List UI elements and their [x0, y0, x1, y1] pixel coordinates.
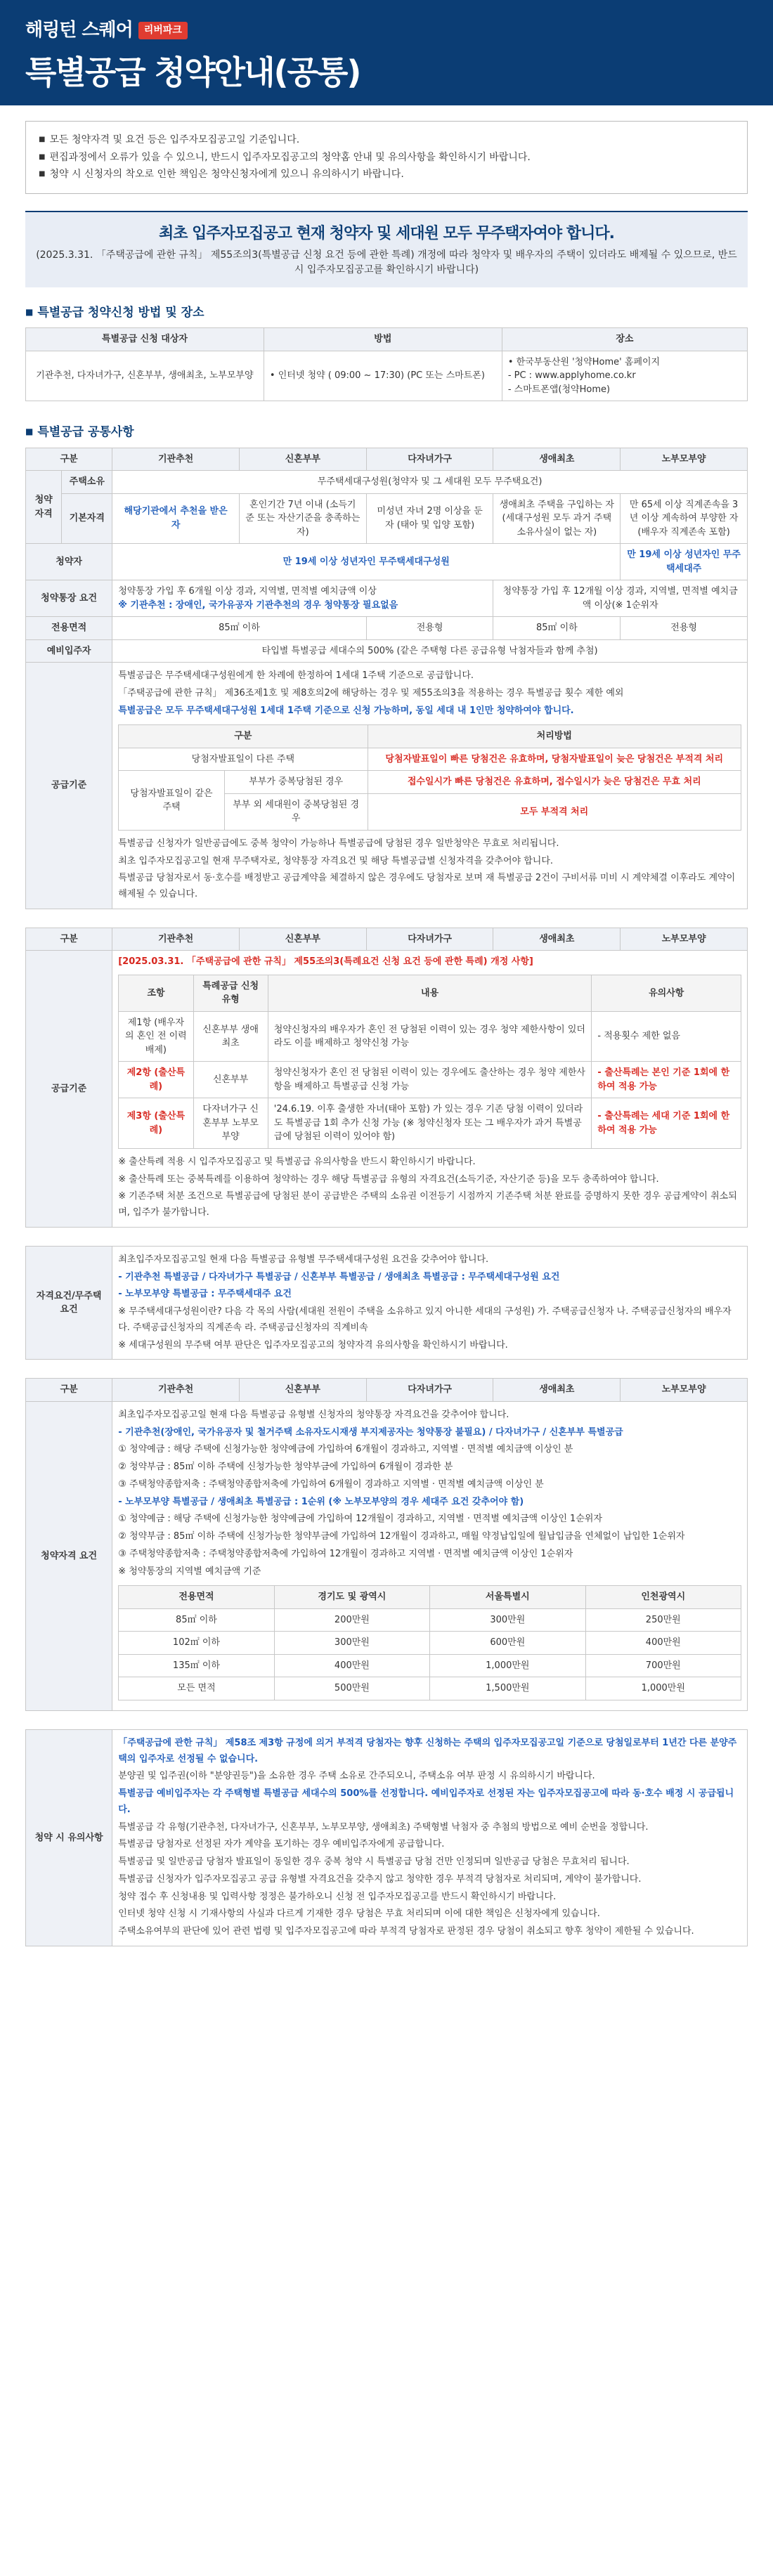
caution-item: 특별공급 및 일반공급 당첨자 발표일이 동일한 경우 중복 청약 시 특별공급 당첨 건만 인정되며 일반공급 당첨은 무효처리 됩니다. [118, 1856, 630, 1867]
qual-item: - 기관추천 특별공급 / 다자녀가구 특별공급 / 신혼부부 특별공급 / 생애최초 특별공급 : 무주택세대구성원 요건 [118, 1271, 560, 1282]
place-line: • 한국부동산원 '청약Home' 홈페이지 [507, 356, 661, 367]
col-header: 다자녀가구 [366, 1379, 493, 1402]
table-cell: 1,000만원 [585, 1677, 741, 1700]
col-header: 인천광역시 [585, 1586, 741, 1609]
special-tail: ※ 출산특례 또는 중복특례를 이용하여 청약하는 경우 해당 특별공급 유형의 자격요건(소득기준, 자산기준 등)을 모두 충족하여야 합니다. [118, 1173, 659, 1185]
qual-item: 최초입주자모집공고일 현재 다음 특별공급 유형별 무주택세대구성원 요건을 갖추어야 합니다. [118, 1254, 489, 1265]
basic-value: 생애최초 주택을 구입하는 자 (세대구성원 모두 과거 주택 소유사실이 없는 자) [493, 493, 621, 544]
caution-item: 특별공급 각 유형(기관추천, 다자녀가구, 신혼부부, 노부모부양, 생애최초) 주택형별 낙첨자 중 추첨의 방법으로 예비 순번을 정합니다. [118, 1821, 649, 1833]
notice-item: ■ 모든 청약자격 및 요건 등은 입주자모집공고일 기준입니다. [39, 131, 734, 149]
row-header: 공급기준 [26, 951, 112, 1228]
qual-item: ※ 무주택세대구성원이란? 다음 각 목의 사람(세대원 전원이 주택을 소유하고 있지 아니한 세대의 구성원) 가. 주택공급신청자 나. 주택공급신청자의 배우자 다. 주택공급신청자의 직계존속 라. 주택공급신청자의 직계비속 [118, 1306, 732, 1333]
col-header: 신혼부부 [239, 448, 366, 471]
caution-item: 특별공급 당첨자로 선정된 자가 계약을 포기하는 경우 예비입주자에게 공급합니다. [118, 1839, 445, 1850]
col-header: 구분 [26, 1379, 112, 1402]
row-header: 공급기준 [26, 663, 112, 909]
basic-value: 혼인기간 7년 이내 (소득기준 또는 자산기준을 충족하는 자) [239, 493, 366, 544]
clause-content: 청약신청자가 혼인 전 당첨된 이력이 있는 경우에도 출산하는 경우 청약 제한사항을 배제하고 특별공급 신청 가능 [268, 1062, 592, 1098]
col-header: 노부모부양 [621, 928, 748, 951]
dup-merge-label: 당첨자발표일이 같은 주택 [119, 771, 225, 831]
deposit-table [118, 1585, 741, 1700]
apply-place [502, 351, 747, 401]
brand [25, 17, 748, 44]
account-table [25, 1378, 748, 1711]
row-header: 청약자격 [26, 471, 62, 544]
place-line: - PC : www.applyhome.co.kr [507, 370, 636, 381]
acct-left-note: ※ 기관추천 : 장애인, 국가유공자 기관추천의 경우 청약통장 필요없음 [118, 599, 398, 611]
table-cell: 1,000만원 [430, 1654, 585, 1677]
section-title-common: ■ 특별공급 공통사항 [25, 424, 748, 442]
row-header: 청약통장 요건 [26, 580, 112, 617]
col-header: 특례공급 신청유형 [193, 975, 268, 1011]
page-title: 특별공급 청약안내(공통) [25, 53, 360, 91]
col-header: 기관추천 [112, 1379, 240, 1402]
clause: 제3항 (출산특례) [119, 1098, 193, 1149]
basic-value: 만 65세 이상 직계존속을 3년 이상 계속하여 부양한 자 (배우자 직계존속 포함) [621, 493, 748, 544]
section-title-apply: ■ 특별공급 청약신청 방법 및 장소 [25, 304, 748, 323]
col-header: 생애최초 [493, 448, 621, 471]
special-inner-table [118, 975, 741, 1149]
common-note: 「주택공급에 관한 규칙」 제36조제1호 및 제8호의2에 해당하는 경우 및 제55조의3을 적용하는 경우 특별공급 횟수 제한 예외 [118, 687, 624, 698]
area-value: 85㎡ 이하 [112, 617, 367, 640]
col-header: 구분 [119, 725, 368, 748]
caution-item: 특별공급 신청자가 입주자모집공고 공급 유형별 자격요건을 갖추지 않고 청약한 경우 부적격 당첨자로 처리되며, 계약이 불가합니다. [118, 1873, 642, 1885]
row-header: 예비입주자 [26, 639, 112, 663]
clause-content: '24.6.19. 이후 출생한 자녀(태아 포함) 가 있는 경우 기존 당첨 이력이 있더라도 특별공급 1회 추가 신청 가능 (※ 청약신청자 또는 그 배우자가 과거 특별공급에 당첨된 이력이 있어야 함) [268, 1098, 592, 1149]
caution-table [25, 1729, 748, 1946]
row-header: 청약자격 요건 [26, 1401, 112, 1710]
col-header: 생애최초 [493, 928, 621, 951]
acct-left [112, 580, 493, 617]
row-header: 기본자격 [62, 493, 112, 544]
acct-item: ③ 주택청약종합저축 : 주택청약종합저축에 가입하여 6개월이 경과하고 지역별 · 면적별 예치금액 이상인 분 [118, 1478, 544, 1490]
col-header: 경기도 및 광역시 [274, 1586, 429, 1609]
col-header: 생애최초 [493, 1379, 621, 1402]
col-header: 다자녀가구 [366, 928, 493, 951]
table-cell: 135㎡ 이하 [119, 1654, 274, 1677]
place-line: - 스마트폰앱(청약Home) [507, 384, 611, 395]
acct-item: - 기관추천(장애인, 국가유공자 및 철거주택 소유자도시재생 부지제공자는 청약통장 불필요) / 다자녀가구 / 신혼부부 특별공급 [118, 1426, 623, 1438]
special-tail: ※ 기존주택 처분 조건으로 특별공급에 당첨된 분이 공급받은 주택의 소유권 이전등기 시점까지 기존주택 처분 완료를 증명하지 못한 경우 공급계약이 취소되며, 입주가 불가합니다. [118, 1191, 737, 1218]
col-header: 노부모부양 [621, 448, 748, 471]
common-note: 특별공급은 모두 무주택세대구성원 1세대 1주택 기준으로 신청 가능하며, 동일 세대 내 1인만 청약하여야 합니다. [118, 705, 574, 716]
dup-rule: 모두 부적격 처리 [368, 793, 741, 830]
qual-item: ※ 세대구성원의 무주택 여부 판단은 입주자모집공고의 청약자격 유의사항을 확인하시기 바랍니다. [118, 1339, 508, 1351]
acct-right: 청약통장 가입 후 12개월 이상 경과, 지역별, 면적별 예치금액 이상(※ 1순위자 [493, 580, 748, 617]
account-content [112, 1401, 748, 1710]
col-header: 조항 [119, 975, 193, 1011]
table-cell: 600만원 [430, 1632, 585, 1655]
area-value: 전용형 [366, 617, 493, 640]
banner-main: 최초 입주자모집공고 현재 청약자 및 세대원 모두 무주택자여야 합니다. [159, 224, 614, 242]
dup-rule: 당첨자발표일이 빠른 당첨건은 유효하며, 당첨자발표일이 늦은 당첨건은 부적격 처리 [368, 748, 741, 771]
deposit-value: 타입별 특별공급 세대수의 500% (같은 주택형 다른 공급유형 낙첨자들과 함께 추첨) [112, 639, 748, 663]
clause: 제2항 (출산특례) [119, 1062, 193, 1098]
col-header: 장소 [502, 328, 747, 351]
apply-method-table [25, 327, 748, 401]
dup-rule: 접수일시가 빠른 당첨건은 유효하며, 접수일시가 늦은 당첨건은 무효 처리 [368, 771, 741, 794]
col-header: 노부모부양 [621, 1379, 748, 1402]
row-header: 자격요건/무주택 요건 [26, 1246, 112, 1360]
row-header: 청약자 [26, 544, 112, 580]
common-note: 특별공급은 무주택세대구성원에게 한 차례에 한정하여 1세대 1주택 기준으로 공급합니다. [118, 670, 474, 681]
col-header: 신혼부부 [239, 1379, 366, 1402]
col-header: 특별공급 신청 대상자 [26, 328, 264, 351]
common-tail: 최초 입주자모집공고일 현재 무주택자로, 청약통장 자격요건 및 해당 특별공급별 신청자격을 갖추어야 합니다. [118, 855, 554, 866]
housing-value: 무주택세대구성원(청약자 및 그 세대원 모두 무주택요건) [112, 471, 748, 494]
table-cell: 400만원 [274, 1654, 429, 1677]
col-header: 기관추천 [112, 448, 240, 471]
brand-badge: 리버파크 [138, 22, 188, 39]
qualification-table [25, 1246, 748, 1360]
common-tail: 특별공급 신청자가 일반공급에도 중복 청약이 가능하나 특별공급에 당첨된 경우 일반청약은 무효로 처리됩니다. [118, 838, 559, 849]
col-header: 신혼부부 [239, 928, 366, 951]
table-cell: 1,500만원 [430, 1677, 585, 1700]
acct-item: ① 청약예금 : 해당 주택에 신청가능한 청약예금에 가입하여 6개월이 경과하고, 지역별 · 면적별 예치금액 이상인 분 [118, 1444, 573, 1455]
dup-case: 당첨자발표일이 다른 주택 [119, 748, 368, 771]
special-tail: ※ 출산특례 적용 시 입주자모집공고 및 특별공급 유의사항을 반드시 확인하시기 바랍니다. [118, 1156, 476, 1167]
acct-item: 최초입주자모집공고일 현재 다음 특별공급 유형별 신청자의 청약통장 자격요건을 갖추어야 합니다. [118, 1409, 509, 1420]
notice-item: ■ 청약 시 신청자의 착오로 인한 책임은 청약신청자에게 있으니 유의하시기 바랍니다. [39, 166, 734, 183]
caution-item: 주택소유여부의 판단에 있어 관련 법령 및 입주자모집공고에 따라 부적격 당첨자로 판정된 경우 당첨이 취소되고 향후 청약이 제한될 수 있습니다. [118, 1926, 694, 1937]
requirement-banner [25, 211, 748, 287]
age-value: 만 19세 이상 성년자인 무주택세대구성원 [112, 544, 621, 580]
table-cell: 200만원 [274, 1608, 429, 1632]
clause-type: 신혼부부 생애최초 [193, 1011, 268, 1062]
apply-target: 기관추천, 다자녀가구, 신혼부부, 생애최초, 노부모부양 [26, 351, 264, 401]
clause-note: - 적용횟수 제한 없음 [592, 1011, 741, 1062]
acct-item: ① 청약예금 : 해당 주택에 신청가능한 청약예금에 가입하여 12개월이 경과하고, 지역별 · 면적별 예치금액 이상인 1순위자 [118, 1514, 602, 1525]
special-rule-table [25, 928, 748, 1228]
notice-item: ■ 편집과정에서 오류가 있을 수 있으니, 반드시 입주자모집공고의 청약홈 안내 및 유의사항을 확인하시기 바랍니다. [39, 149, 734, 167]
caution-content [112, 1729, 748, 1946]
row-header: 주택소유 [62, 471, 112, 494]
col-header: 다자녀가구 [366, 448, 493, 471]
table-cell: 700만원 [585, 1654, 741, 1677]
acct-item: ② 청약부금 : 85㎡ 이하 주택에 신청가능한 청약부금에 가입하여 12개월이 경과하고, 매월 약정납입일에 월납입금을 연체없이 납입한 1순위자 [118, 1531, 685, 1542]
clause-type: 신혼부부 [193, 1062, 268, 1098]
area-value: 전용형 [621, 617, 748, 640]
col-header: 기관추천 [112, 928, 240, 951]
col-header: 서울특별시 [430, 1586, 585, 1609]
basic-value: 해당기관에서 추천을 받은 자 [112, 493, 240, 544]
table-cell: 400만원 [585, 1632, 741, 1655]
clause: 제1항 (배우자의 혼인 전 이력 배제) [119, 1011, 193, 1062]
acct-left-text: 청약통장 가입 후 6개월 이상 경과, 지역별, 면적별 예치금액 이상 [118, 586, 377, 597]
table-cell: 500만원 [274, 1677, 429, 1700]
duplicate-table [118, 724, 741, 831]
col-header: 내용 [268, 975, 592, 1011]
hero-header [0, 0, 773, 105]
special-head: [2025.03.31. 「주택공급에 관한 규칙」 제55조의3(특례요건 신청 요건 등에 관한 특례) 개정 사항] [118, 956, 533, 968]
brand-name: 해링턴 스퀘어 [25, 20, 133, 41]
col-header: 방법 [264, 328, 502, 351]
qualification-content [112, 1246, 748, 1360]
acct-item: ② 청약부금 : 85㎡ 이하 주택에 신청가능한 청약부금에 가입하여 6개월이 경과한 분 [118, 1462, 453, 1472]
acct-item: ③ 주택청약종합저축 : 주택청약종합저축에 가입하여 12개월이 경과하고 지역별 · 면적별 예치금액 이상인 1순위자 [118, 1548, 573, 1559]
table-cell: 300만원 [274, 1632, 429, 1655]
col-header: 구분 [26, 448, 112, 471]
banner-sub: (2025.3.31. 「주택공급에 관한 규칙」 제55조의3(특별공급 신청 요건 등에 관한 특례) 개정에 따라 청약자 및 배우자의 주택이 있더라도 배제될 수 있으므로, 반드시 입주자모집공고를 확인하시기 바랍니다) [36, 249, 737, 275]
clause-note: - 출산특례는 세대 기준 1회에 한하여 적용 가능 [592, 1098, 741, 1149]
acct-item: ※ 청약통장의 지역별 예치금액 기준 [118, 1566, 261, 1577]
row-header: 청약 시 유의사항 [26, 1729, 112, 1946]
row-header: 전용면적 [26, 617, 112, 640]
caution-item: 「주택공급에 관한 규칙」 제58조 제3항 규정에 의거 부적격 당첨자는 향후 신청하는 주택의 입주자모집공고일 기준으로 당첨일로부터 1년간 다른 분양주택의 입주자로 선정될 수 없습니다. [118, 1737, 737, 1764]
table-cell: 300만원 [430, 1608, 585, 1632]
col-header: 전용면적 [119, 1586, 274, 1609]
basic-value: 미성년 자녀 2명 이상을 둔 자 (태아 및 입양 포함) [366, 493, 493, 544]
common-table [25, 448, 748, 909]
apply-method: • 인터넷 청약 ( 09:00 ~ 17:30) (PC 또는 스마트폰) [264, 351, 502, 401]
col-header: 구분 [26, 928, 112, 951]
caution-item: 특별공급 예비입주자는 각 주택형별 특별공급 세대수의 500%를 선정합니다. 예비입주자로 선정된 자는 입주자모집공고에 따라 동·호수 배정 시 공급됩니다. [118, 1788, 734, 1815]
clause-type: 다자녀가구 신혼부부 노부모부양 [193, 1098, 268, 1149]
age-value-elder: 만 19세 이상 성년자인 무주택세대주 [621, 544, 748, 580]
table-cell: 250만원 [585, 1608, 741, 1632]
clause-content: 청약신청자의 배우자가 혼인 전 당첨된 이력이 있는 경우 청약 제한사항이 있더라도 이를 배제하고 청약신청 가능 [268, 1011, 592, 1062]
qual-item: - 노부모부양 특별공급 : 무주택세대주 요건 [118, 1289, 292, 1300]
dup-case: 부부 외 세대원이 중복당첨된 경우 [224, 793, 368, 830]
col-header: 유의사항 [592, 975, 741, 1011]
area-value: 85㎡ 이하 [493, 617, 621, 640]
special-rule-content [112, 951, 748, 1228]
common-tail: 특별공급 당첨자로서 동·호수를 배정받고 공급계약을 체결하지 않은 경우에도 당첨자로 보며 재 특별공급 2건이 구비서류 미비 시 계약체결 이후라도 계약이 해제될 수 있습니다. [118, 873, 736, 899]
caution-item: 인터넷 청약 신청 시 기재사항의 사실과 다르게 기재한 경우 당첨은 무효 처리되며 이에 대한 책임은 신청자에게 있습니다. [118, 1908, 600, 1920]
table-cell: 102㎡ 이하 [119, 1632, 274, 1655]
col-header: 처리방법 [368, 725, 741, 748]
acct-item: - 노부모부양 특별공급 / 생애최초 특별공급 : 1순위 (※ 노부모부양의 경우 세대주 요건 갖추어야 함) [118, 1496, 524, 1507]
caution-item: 청약 접수 후 신청내용 및 입력사항 정정은 불가하오니 신청 전 입주자모집공고를 반드시 확인하시기 바랍니다. [118, 1891, 557, 1902]
notice-box [25, 121, 748, 194]
caution-item: 분양권 및 입주권(이하 "분양권등")을 소유한 경우 주택 소유로 간주되오니, 주택소유 여부 판정 시 유의하시기 바랍니다. [118, 1771, 595, 1782]
dup-case: 부부가 중복당첨된 경우 [224, 771, 368, 794]
clause-note: - 출산특례는 본인 기준 1회에 한하여 적용 가능 [592, 1062, 741, 1098]
table-cell: 85㎡ 이하 [119, 1608, 274, 1632]
table-cell: 모든 면적 [119, 1677, 274, 1700]
common-criteria [112, 663, 748, 909]
